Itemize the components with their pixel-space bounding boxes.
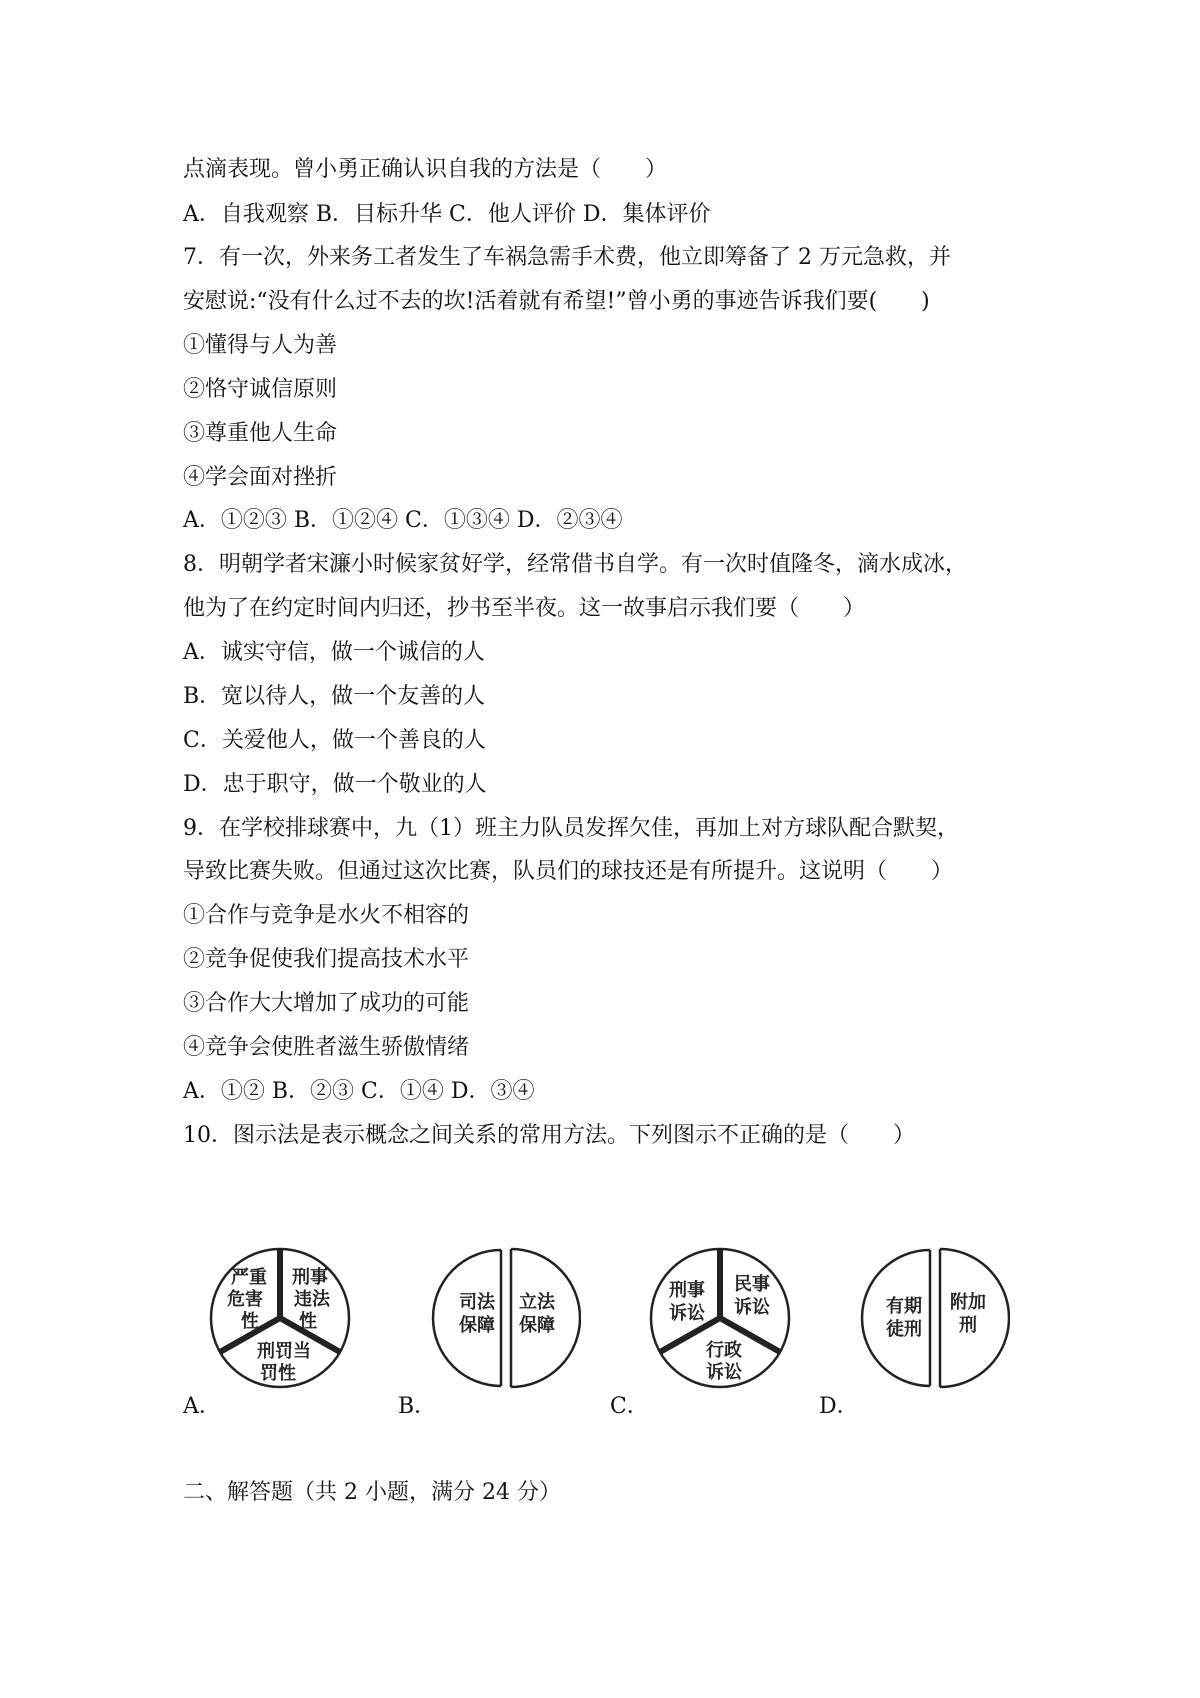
diagram-a-s3-line1: 刑罚当: [257, 1341, 311, 1362]
q8-option-a: A．诚实守信，做一个诚信的人: [183, 640, 485, 665]
diagram-d-left-line2: 徒刑: [886, 1319, 922, 1340]
q9-stem-line1: 9．在学校排球赛中，九（1）班主力队员发挥欠佳，再加上对方球队配合默契，: [183, 816, 959, 841]
q10-diagram-a: [205, 1238, 355, 1398]
q9-item-1: ①合作与竞争是水火不相容的: [183, 903, 470, 928]
q7-item-1: ①懂得与人为善: [183, 333, 338, 358]
q9-options: A．①② B．②③ C．①④ D．③④: [183, 1079, 535, 1104]
q10-label-d[interactable]: D．: [819, 1394, 859, 1419]
diagram-b-right-line1: 立法: [519, 1292, 555, 1313]
q7-stem-line1: 7．有一次，外来务工者发生了车祸急需手术费，他立即筹备了 2 万元急救，并: [183, 245, 951, 270]
diagram-a-s2-line1: 刑事: [292, 1267, 328, 1288]
diagram-c-s2-line2: 诉讼: [734, 1297, 770, 1318]
diagram-b-left-line2: 保障: [459, 1315, 495, 1336]
q6-stem-continuation: 点滴表现。曾小勇正确认识自我的方法是（ ）: [183, 157, 668, 182]
diagram-b-left-line1: 司法: [459, 1292, 495, 1313]
diagram-d-right-line2: 刑: [959, 1315, 977, 1336]
q8-stem-line2: 他为了在约定时间内归还，抄书至半夜。这一故事启示我们要（ ）: [183, 596, 866, 621]
q10-diagram-b: [431, 1238, 581, 1398]
diagram-d-left-arc: [862, 1250, 930, 1386]
q10-label-c[interactable]: C．: [610, 1394, 649, 1419]
diagram-c-s1-line1: 刑事: [669, 1280, 705, 1301]
q10-stem: 10．图示法是表示概念之间关系的常用方法。下列图示不正确的是（ ）: [183, 1123, 915, 1148]
q10-diagram-row: [183, 1238, 1043, 1418]
q9-stem-line2: 导致比赛失败。但通过这次比赛，队员们的球技还是有所提升。这说明（ ）: [183, 859, 954, 884]
diagram-b-right-line2: 保障: [519, 1315, 555, 1336]
q7-item-2: ②恪守诚信原则: [183, 377, 338, 402]
q8-option-b: B．宽以待人，做一个友善的人: [183, 684, 486, 709]
q7-stem-line2: 安慰说:“没有什么过不去的坎!活着就有希望!”曾小勇的事迹告诉我们要( ): [183, 289, 930, 314]
q10-label-b[interactable]: B．: [398, 1394, 437, 1419]
q8-option-d: D．忠于职守，做一个敬业的人: [183, 772, 487, 797]
q6-options: A．自我观察 B．目标升华 C．他人评价 D．集体评价: [183, 202, 711, 227]
diagram-c-s2-line1: 民事: [734, 1274, 770, 1295]
q10-label-a[interactable]: A．: [183, 1394, 221, 1419]
q7-item-3: ③尊重他人生命: [183, 421, 338, 446]
diagram-a-s1-line2: 危害: [227, 1289, 263, 1310]
q8-option-c: C．关爱他人，做一个善良的人: [183, 728, 486, 753]
diagram-d-left-line1: 有期: [886, 1296, 922, 1317]
diagram-a-s1-line1: 严重: [231, 1267, 267, 1288]
diagram-c-s3-line1: 行政: [706, 1340, 742, 1361]
q10-diagram-d: [860, 1238, 1010, 1398]
q9-item-2: ②竞争促使我们提高技术水平: [183, 947, 470, 972]
diagram-a-s2-line2: 违法: [294, 1289, 330, 1310]
q9-item-4: ④竞争会使胜者滋生骄傲情绪: [183, 1035, 470, 1060]
diagram-c-s3-line2: 诉讼: [706, 1362, 742, 1383]
q10-diagram-c: [645, 1238, 795, 1398]
q9-item-3: ③合作大大增加了成功的可能: [183, 991, 470, 1016]
diagram-a-s3-line2: 罚性: [260, 1363, 296, 1384]
q7-item-4: ④学会面对挫折: [183, 465, 338, 490]
diagram-a-s1-line3: 性: [241, 1311, 259, 1332]
section2-title: 二、解答题（共 2 小题，满分 24 分）: [183, 1480, 561, 1505]
diagram-a-s2-line3: 性: [299, 1311, 317, 1332]
diagram-c-s1-line2: 诉讼: [669, 1303, 705, 1324]
q7-options: A．①②③ B．①②④ C．①③④ D．②③④: [183, 508, 623, 533]
diagram-d-right-line1: 附加: [950, 1292, 986, 1313]
q8-stem-line1: 8．明朝学者宋濂小时候家贫好学，经常借书自学。有一次时值隆冬，滴水成冰，: [183, 552, 967, 577]
